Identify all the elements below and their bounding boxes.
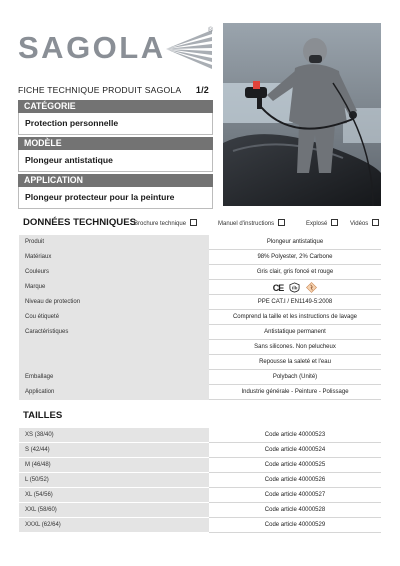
spec-label: Application bbox=[19, 385, 209, 400]
manual-checkbox[interactable] bbox=[278, 219, 285, 226]
application-heading: APPLICATION bbox=[18, 174, 213, 187]
sizes-table bbox=[19, 428, 381, 533]
table-row bbox=[19, 428, 381, 443]
table-row bbox=[19, 503, 381, 518]
document-title bbox=[18, 85, 213, 95]
sagola-logo bbox=[18, 28, 214, 72]
videos-checkbox[interactable] bbox=[372, 219, 379, 226]
exploded-checkbox[interactable] bbox=[331, 219, 338, 226]
ce-mark-icon: CE bbox=[272, 282, 284, 293]
spec-label: Couleurs bbox=[19, 265, 209, 280]
spec-label bbox=[19, 340, 209, 355]
spec-label: Emballage bbox=[19, 370, 209, 385]
spec-value: Polybach (Unité) bbox=[209, 370, 381, 385]
size-code: Code article 40000528 bbox=[209, 503, 381, 518]
spec-value: Comprend la taille et les instructions de lavage bbox=[209, 310, 381, 325]
document-option-label: Vidéos bbox=[350, 221, 369, 227]
size-code: Code article 40000524 bbox=[209, 443, 381, 458]
size-code: Code article 40000525 bbox=[209, 458, 381, 473]
spec-label: Matériaux bbox=[19, 250, 209, 265]
table-row bbox=[19, 310, 381, 325]
size-code: Code article 40000527 bbox=[209, 488, 381, 503]
document-option-label: Brochure technique bbox=[134, 221, 187, 227]
model-heading: MODÈLE bbox=[18, 137, 213, 150]
size-code: Code article 40000529 bbox=[209, 518, 381, 533]
antistatic-pictogram-icon bbox=[306, 282, 317, 293]
document-option-label: Explosé bbox=[306, 221, 328, 227]
product-photo bbox=[223, 23, 381, 206]
size-code: Code article 40000526 bbox=[209, 473, 381, 488]
spec-label: Produit bbox=[19, 235, 209, 250]
table-row bbox=[19, 458, 381, 473]
table-row bbox=[19, 250, 381, 265]
spec-value: Gris clair, gris foncé et rouge bbox=[209, 265, 381, 280]
size-label: L (50/52) bbox=[19, 473, 209, 488]
category-value: Protection personnelle bbox=[18, 113, 213, 135]
document-option-videos[interactable] bbox=[350, 219, 379, 227]
spec-label: Niveau de protection bbox=[19, 295, 209, 310]
table-row bbox=[19, 518, 381, 533]
table-row bbox=[19, 235, 381, 250]
hand-protection-pictogram-icon bbox=[289, 282, 300, 293]
page-number: 1/2 bbox=[195, 85, 209, 95]
model-value: Plongeur antistatique bbox=[18, 150, 213, 172]
brochure-checkbox[interactable] bbox=[190, 219, 197, 226]
document-option-brochure[interactable] bbox=[134, 219, 197, 227]
spec-label: Caractéristiques bbox=[19, 325, 209, 340]
technical-data-table bbox=[19, 235, 381, 400]
size-label: XL (54/56) bbox=[19, 488, 209, 503]
spec-value: PPE CAT.I / EN1149-5:2008 bbox=[209, 295, 381, 310]
spec-value: Industrie générale - Peinture - Polissage bbox=[209, 385, 381, 400]
document-option-label: Manuel d'instructions bbox=[218, 221, 275, 227]
size-code: Code article 40000523 bbox=[209, 428, 381, 443]
spray-fan-icon bbox=[164, 28, 214, 70]
table-row bbox=[19, 265, 381, 280]
spec-value: Repousse la saleté et l'eau bbox=[209, 355, 381, 370]
registered-mark: ® bbox=[208, 27, 214, 34]
document-title-text: FICHE TECHNIQUE PRODUIT SAGOLA bbox=[18, 85, 182, 95]
size-label: XXXL (62/64) bbox=[19, 518, 209, 533]
table-row bbox=[19, 355, 381, 370]
table-row bbox=[19, 280, 381, 295]
table-row bbox=[19, 443, 381, 458]
document-option-manual[interactable] bbox=[218, 219, 285, 227]
spec-value-marque bbox=[209, 280, 381, 295]
size-label: M (46/48) bbox=[19, 458, 209, 473]
size-label: S (42/44) bbox=[19, 443, 209, 458]
document-options bbox=[134, 219, 384, 229]
table-row bbox=[19, 370, 381, 385]
spec-value: 98% Polyester, 2% Carbone bbox=[209, 250, 381, 265]
table-row bbox=[19, 340, 381, 355]
table-row bbox=[19, 488, 381, 503]
table-row bbox=[19, 385, 381, 400]
category-heading: CATÉGORIE bbox=[18, 100, 213, 113]
application-value: Plongeur protecteur pour la peinture bbox=[18, 187, 213, 209]
technical-data-heading: DONNÉES TECHNIQUES bbox=[23, 217, 137, 228]
table-row bbox=[19, 473, 381, 488]
painter-photo-illustration bbox=[223, 23, 381, 206]
document-option-exploded[interactable] bbox=[306, 219, 338, 227]
spec-value: Plongeur antistatique bbox=[209, 235, 381, 250]
table-row bbox=[19, 295, 381, 310]
spec-label: Marque bbox=[19, 280, 209, 295]
spec-label: Cou étiqueté bbox=[19, 310, 209, 325]
brand-name: SAGOLA bbox=[18, 30, 166, 65]
size-label: XXL (58/60) bbox=[19, 503, 209, 518]
spec-value: Antistatique permanent bbox=[209, 325, 381, 340]
spec-label bbox=[19, 355, 209, 370]
table-row bbox=[19, 325, 381, 340]
spec-value: Sans silicones. Non pelucheux bbox=[209, 340, 381, 355]
sizes-heading: TAILLES bbox=[23, 410, 63, 421]
size-label: XS (38/40) bbox=[19, 428, 209, 443]
